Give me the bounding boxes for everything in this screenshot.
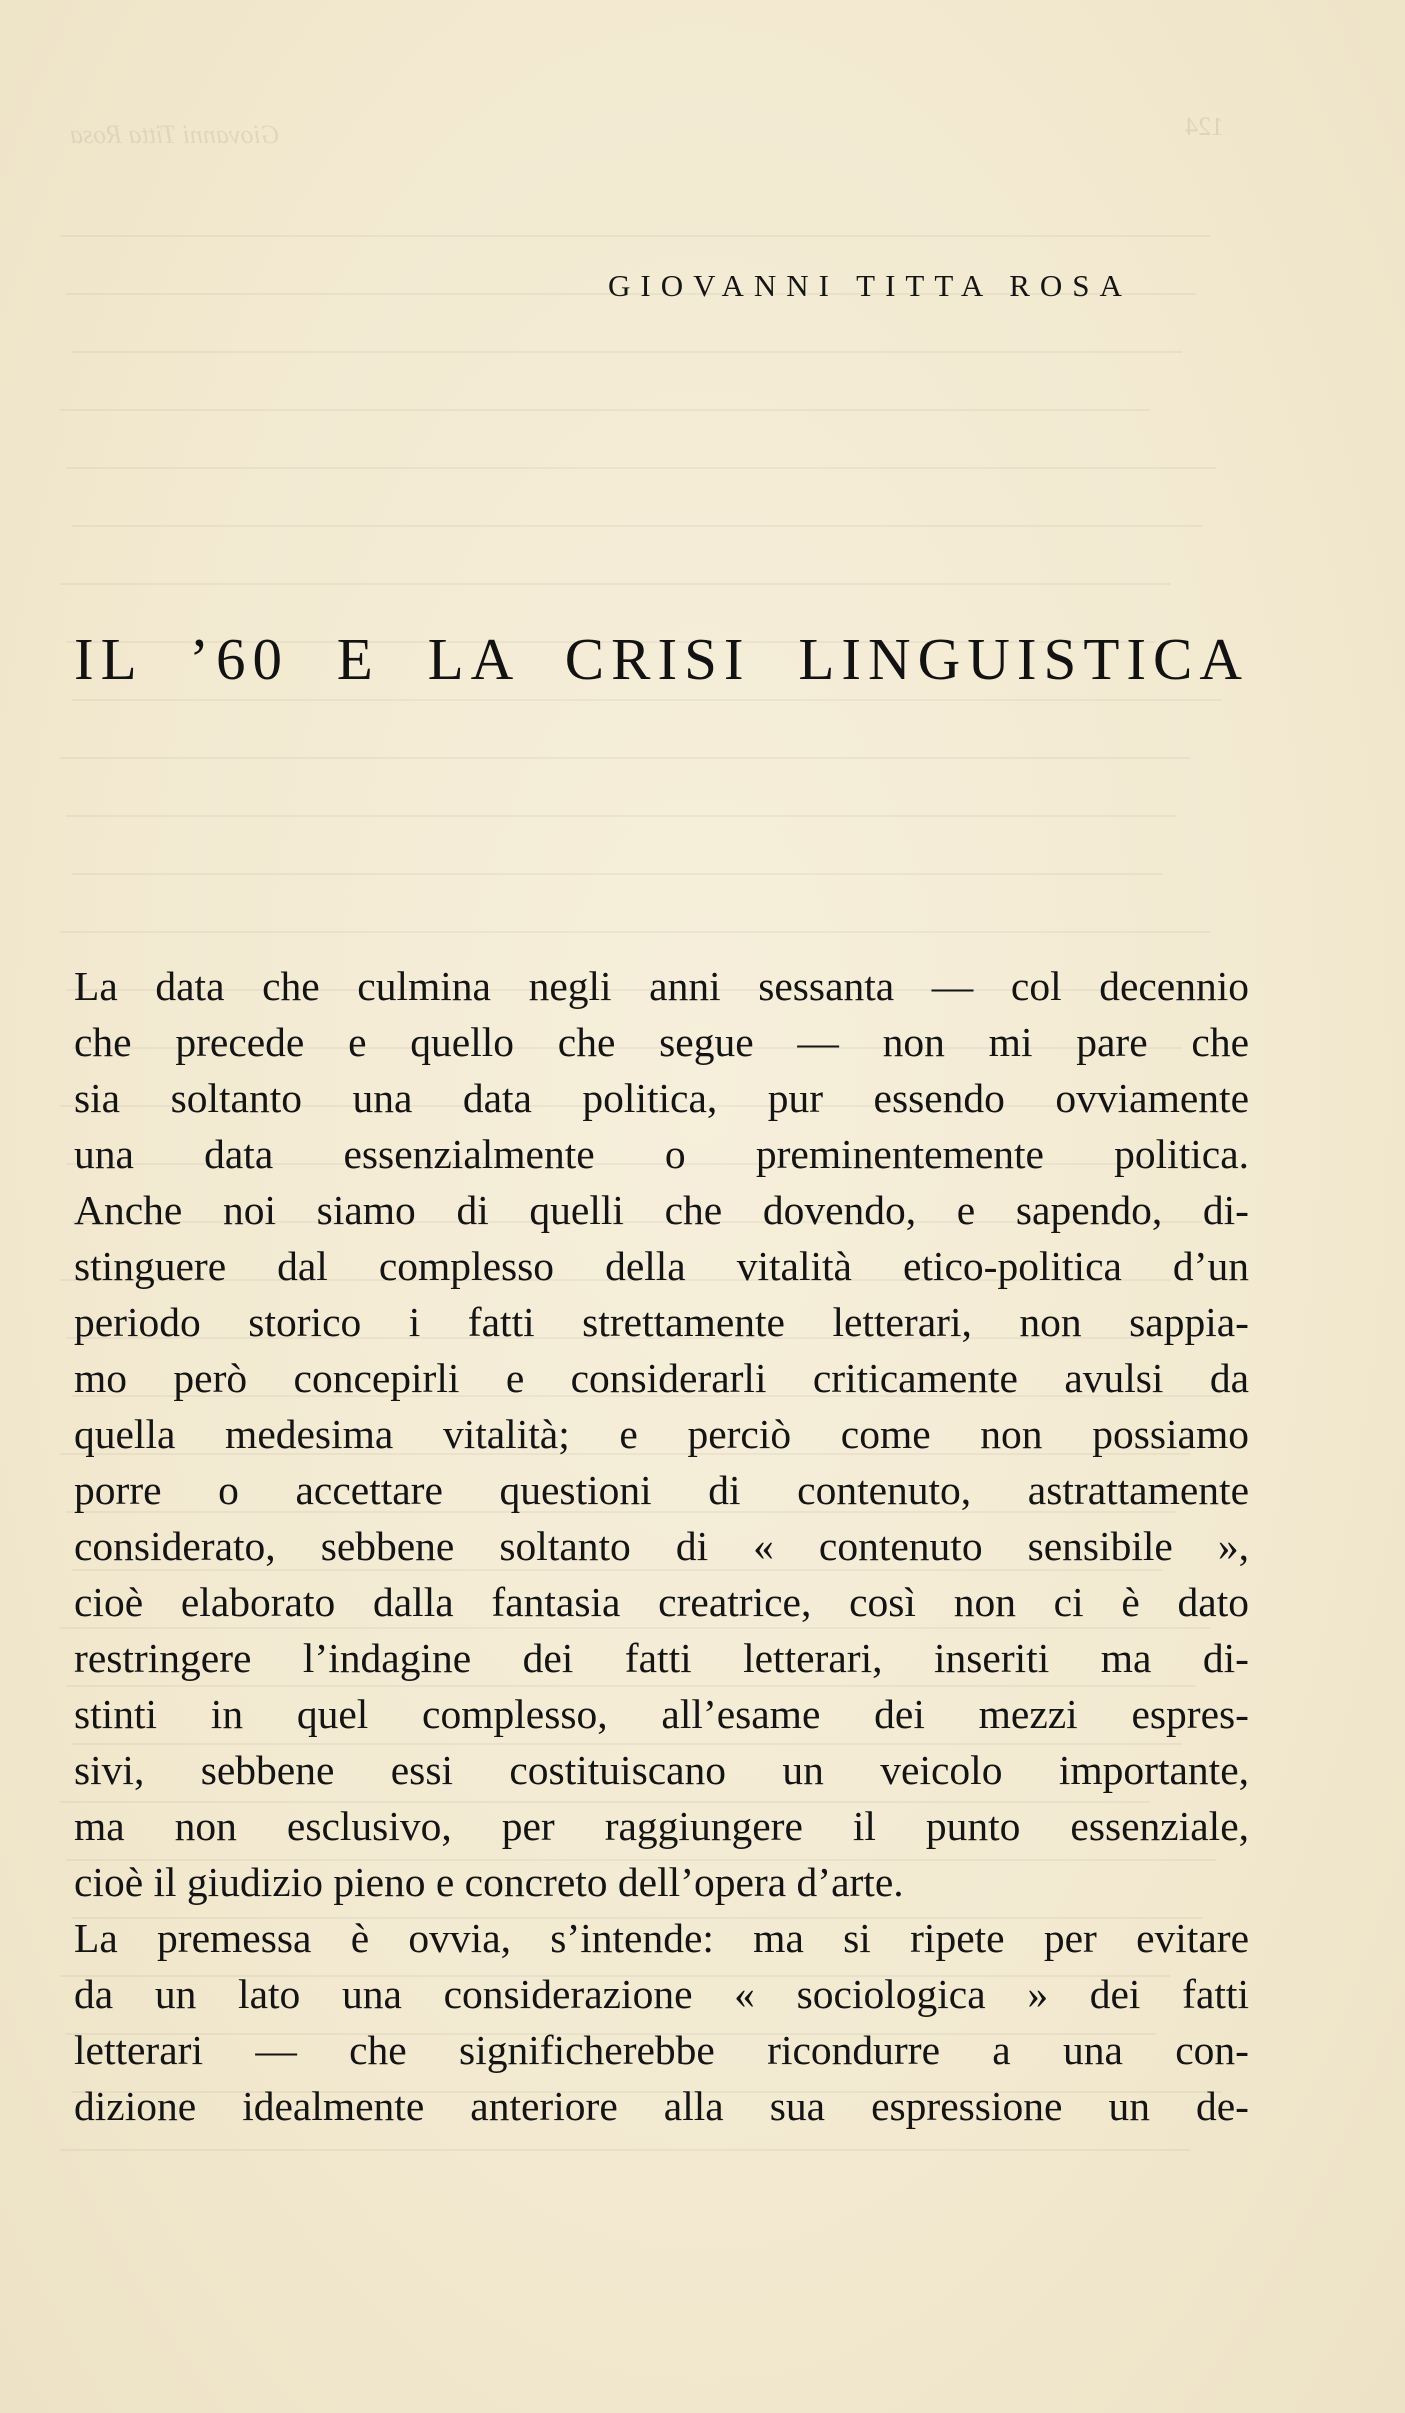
text-line: cioè il giudizio pieno e concreto dell’opera d’arte. bbox=[74, 1859, 904, 1905]
bleed-text-line bbox=[60, 2149, 1190, 2151]
bleed-text-line bbox=[66, 467, 1216, 469]
text-line: da un lato una considerazione « sociologica » dei fatti bbox=[74, 1971, 1249, 2017]
bleed-text-line bbox=[72, 351, 1182, 353]
text-line: una data essenzialmente o preminentemente politica. bbox=[74, 1131, 1249, 1177]
text-line: stinti in quel complesso, all’esame dei mezzi espres- bbox=[74, 1691, 1249, 1737]
text-line: sia soltanto una data politica, pur essendo ovviamente bbox=[74, 1075, 1249, 1121]
text-line: considerato, sebbene soltanto di « contenuto sensibile », bbox=[74, 1523, 1249, 1569]
text-line: dizione idealmente anteriore alla sua espressione un de- bbox=[74, 2083, 1249, 2129]
text-line: restringere l’indagine dei fatti letterari, inseriti ma di- bbox=[74, 1635, 1249, 1681]
text-line: ma non esclusivo, per raggiungere il punto essenziale, bbox=[74, 1803, 1249, 1849]
bleed-text-line bbox=[66, 815, 1176, 817]
bleed-running-head: Giovanni Titta Rosa bbox=[70, 120, 280, 149]
bleed-text-line bbox=[72, 525, 1202, 527]
chapter-title: IL ’60 E LA CRISI LINGUISTICA bbox=[74, 626, 1249, 692]
bleed-text-line bbox=[72, 699, 1222, 701]
text-line: letterari — che significherebbe ricondurre a una con- bbox=[74, 2027, 1249, 2073]
body-text bbox=[74, 958, 1249, 2134]
text-line: Anche noi siamo di quelli che dovendo, e sapendo, di- bbox=[74, 1187, 1249, 1233]
bleed-text-line bbox=[72, 873, 1162, 875]
bleed-page-number: 124 bbox=[1185, 112, 1224, 141]
text-line: mo però concepirli e considerarli criticamente avulsi da bbox=[74, 1355, 1249, 1401]
text-line: che precede e quello che segue — non mi pare che bbox=[74, 1019, 1249, 1065]
bleed-text-line bbox=[60, 235, 1210, 237]
text-line: cioè elaborato dalla fantasia creatrice, così non ci è dato bbox=[74, 1579, 1249, 1625]
text-line: periodo storico i fatti strettamente letterari, non sappia- bbox=[74, 1299, 1249, 1345]
bleed-text-line bbox=[60, 757, 1190, 759]
text-line: sivi, sebbene essi costituiscano un veicolo importante, bbox=[74, 1747, 1249, 1793]
bleed-text-line bbox=[60, 409, 1150, 411]
bleed-text-line bbox=[60, 583, 1170, 585]
author-name: GIOVANNI TITTA ROSA bbox=[608, 268, 1132, 303]
text-line: La premessa è ovvia, s’intende: ma si ripete per evitare bbox=[74, 1915, 1249, 1961]
text-line: quella medesima vitalità; e perciò come non possiamo bbox=[74, 1411, 1249, 1457]
text-line: porre o accettare questioni di contenuto, astrattamente bbox=[74, 1467, 1249, 1513]
text-line: La data che culmina negli anni sessanta — col decennio bbox=[74, 963, 1249, 1009]
bleed-text-line bbox=[60, 931, 1210, 933]
text-line: stinguere dal complesso della vitalità etico-politica d’un bbox=[74, 1243, 1249, 1289]
